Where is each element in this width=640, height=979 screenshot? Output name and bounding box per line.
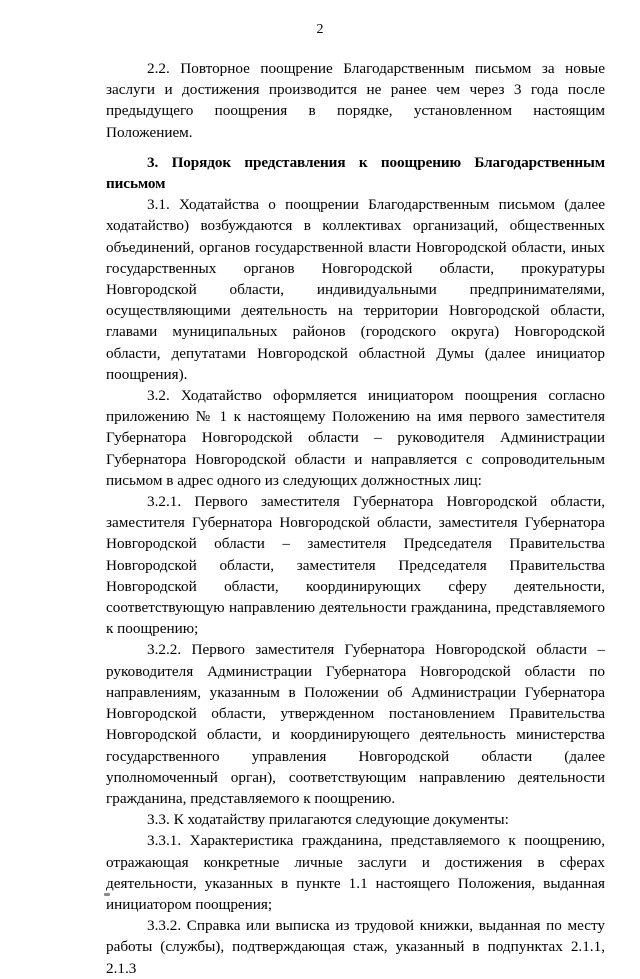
paragraph-3-2-1: 3.2.1. Первого заместителя Губернатора Новгородской области, заместителя Губернатора Новгородской области, заместителя Губернатора Новгородской области – заместителя Председателя Правительства Новгородской области, заместителя Председателя Правительства Новгородской области, координирующих сферу деятельности, соответствующую направлению деятельности гражданина, представляемого к поощрению; bbox=[106, 493, 605, 638]
section-heading-3: 3. Порядок представления к поощрению Благодарственным письмом bbox=[106, 153, 605, 193]
paragraph-3-3-2: 3.3.2. Справка или выписка из трудовой книжки, выданная по месту работы (службы), подтверждающая стаж, указанный в подпунктах 2.1.1, 2.1.3 bbox=[106, 917, 605, 977]
paragraph-3-3: 3.3. К ходатайству прилагаются следующие документы: bbox=[147, 811, 509, 829]
scan-mark bbox=[104, 893, 110, 896]
paragraph-3-2-2: 3.2.2. Первого заместителя Губернатора Новгородской области – руководителя Администрации Губернатора Новгородской области по направлениям, указанным в Положении об Администрации Губернатора Новгородской области, утвержденном постановлением Правительства Новгородской области, и координирующего деятельность министерства государственного управления Новгородской области (далее уполномоченный орган), соответствующим направлению деятельности гражданина, представляемого к поощрению. bbox=[106, 641, 605, 807]
page-number: 2 bbox=[316, 22, 324, 37]
document-body bbox=[106, 58, 605, 979]
paragraph-2-2: 2.2. Повторное поощрение Благодарственным письмом за новые заслуги и достижения производится не ранее чем через 3 года после предыдущего поощрения в порядке, установленном настоящим Положением. bbox=[106, 60, 605, 141]
paragraph-3-3-1: 3.3.1. Характеристика гражданина, представляемого к поощрению, отражающая конкретные личные заслуги и достижения в сферах деятельности, указанных в пункте 1.1 настоящего Положения, выданная инициатором поощрения; bbox=[106, 832, 605, 913]
paragraph-3-1: 3.1. Ходатайства о поощрении Благодарственным письмом (далее ходатайство) возбуждаются в коллективах организаций, общественных объединений, органов государственной власти Новгородской области, иных государственных органов Новгородской области, прокуратуры Новгородской области, индивидуальными предпринимателями, осуществляющими деятельность на территории Новгородской области, главами муниципальных районов (городского округа) Новгородской области, депутатами Новгородской областной Думы (далее инициатор поощрения). bbox=[106, 196, 605, 383]
paragraph-3-2: 3.2. Ходатайство оформляется инициатором поощрения согласно приложению № 1 к настоящему Положению на имя первого заместителя Губернатора Новгородской области – руководителя Администрации Губернатора Новгородской области и направляется с сопроводительным письмом в адрес одного из следующих должностных лиц: bbox=[106, 387, 605, 489]
